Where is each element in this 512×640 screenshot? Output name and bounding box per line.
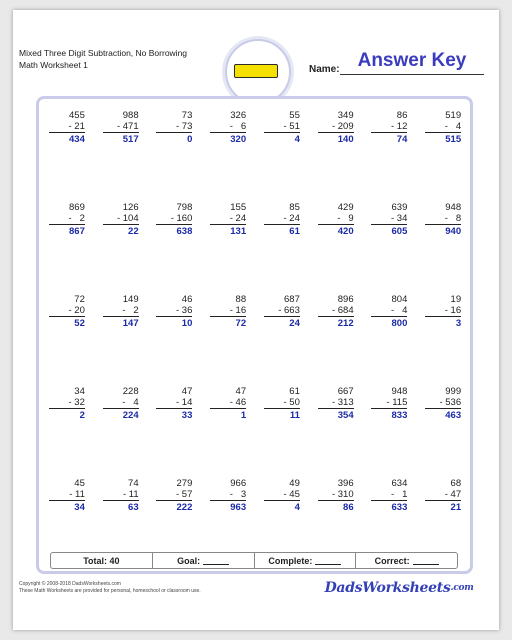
subtrahend: - 1	[371, 489, 407, 501]
answer: 22	[128, 226, 139, 237]
site-logo[interactable]	[324, 576, 474, 600]
complete-label: Complete:	[268, 555, 313, 566]
minuend: 639	[391, 202, 408, 213]
problem	[148, 386, 202, 478]
minuend: 896	[337, 294, 354, 305]
minuend: 999	[445, 386, 462, 397]
minuend: 634	[391, 478, 408, 489]
problem-box	[318, 110, 354, 202]
problem-box	[264, 202, 300, 294]
subtrahend: - 36	[156, 305, 192, 317]
problem	[255, 110, 309, 202]
problem-box	[156, 386, 192, 478]
subtrahend: - 73	[156, 121, 192, 133]
problem-box	[156, 202, 192, 294]
correct-label: Correct:	[374, 555, 410, 566]
problem-box	[425, 202, 461, 294]
minuend: 429	[337, 202, 354, 213]
minuend: 46	[181, 294, 193, 305]
problem-box	[425, 294, 461, 386]
problem-box	[210, 386, 246, 478]
score-footer	[50, 552, 458, 569]
minuend: 155	[230, 202, 247, 213]
problem-box	[156, 110, 192, 202]
minuend: 88	[235, 294, 247, 305]
subtrahend: - 46	[210, 397, 246, 409]
problem	[309, 202, 363, 294]
problem-box	[49, 110, 85, 202]
problem	[416, 294, 470, 386]
problem-box	[318, 294, 354, 386]
problem	[416, 202, 470, 294]
problem	[363, 110, 417, 202]
subtrahend: - 313	[318, 397, 354, 409]
answer: 2	[79, 410, 85, 421]
minuend: 667	[337, 386, 354, 397]
minuend: 326	[230, 110, 247, 121]
subtrahend: - 684	[318, 305, 354, 317]
subtrahend: - 11	[49, 489, 85, 501]
subtrahend: - 57	[156, 489, 192, 501]
answer: 940	[445, 226, 462, 237]
minuend: 396	[337, 478, 354, 489]
problem	[94, 386, 148, 478]
correct-cell	[356, 553, 457, 568]
subtrahend: - 47	[425, 489, 461, 501]
problem-box	[103, 294, 139, 386]
minuend: 86	[396, 110, 408, 121]
answer: 52	[74, 318, 85, 329]
problem	[363, 294, 417, 386]
badge-icon	[234, 64, 278, 78]
goal-label: Goal:	[177, 555, 201, 566]
answer: 515	[445, 134, 462, 145]
problem-box	[49, 202, 85, 294]
problem-box	[49, 386, 85, 478]
answer: 86	[343, 502, 354, 513]
problem-box	[264, 386, 300, 478]
answer: 3	[455, 318, 462, 329]
subtrahend: - 115	[371, 397, 407, 409]
answer: 800	[391, 318, 408, 329]
subtrahend: - 12	[371, 121, 407, 133]
subtrahend: - 14	[156, 397, 192, 409]
problem	[94, 202, 148, 294]
minuend: 948	[391, 386, 408, 397]
problem	[148, 202, 202, 294]
total-cell	[51, 553, 153, 568]
minuend: 68	[450, 478, 462, 489]
answer: 4	[294, 502, 300, 513]
problem	[94, 110, 148, 202]
subtrahend: - 24	[264, 213, 300, 225]
subtrahend: - 3	[210, 489, 246, 501]
minuend: 45	[74, 478, 85, 489]
copyright-line-2: These Math Worksheets are provided for personal, homeschool or classroom use.	[19, 587, 201, 594]
minuend: 687	[284, 294, 300, 305]
answer: 354	[337, 410, 354, 421]
problem-box	[103, 110, 139, 202]
problem	[40, 386, 94, 478]
minuend: 149	[122, 294, 139, 305]
subtrahend: - 536	[425, 397, 461, 409]
minuend: 798	[176, 202, 193, 213]
subtrahend: - 310	[318, 489, 354, 501]
answer: 638	[176, 226, 193, 237]
minuend: 55	[289, 110, 300, 121]
problem	[201, 110, 255, 202]
subtrahend: - 24	[210, 213, 246, 225]
subtrahend: - 8	[425, 213, 461, 225]
subtrahend: - 471	[103, 121, 139, 133]
problem-grid	[40, 110, 470, 570]
problem-box	[103, 386, 139, 478]
minuend: 19	[450, 294, 462, 305]
problem	[255, 294, 309, 386]
answer: 867	[69, 226, 85, 237]
minuend: 85	[289, 202, 300, 213]
answer: 517	[122, 134, 139, 145]
answer: 633	[391, 502, 408, 513]
problem-box	[371, 386, 407, 478]
title-line-2: Math Worksheet 1	[19, 60, 88, 70]
problem-row	[40, 294, 470, 386]
minuend: 349	[337, 110, 354, 121]
name-line	[340, 74, 484, 75]
problem	[40, 294, 94, 386]
subtrahend: - 209	[318, 121, 354, 133]
minuend: 34	[74, 386, 85, 397]
subtrahend: - 32	[49, 397, 85, 409]
minuend: 61	[289, 386, 300, 397]
subtrahend: - 9	[318, 213, 354, 225]
subtrahend: - 34	[371, 213, 407, 225]
title-line-1: Mixed Three Digit Subtraction, No Borrowing	[19, 48, 188, 58]
answer: 0	[187, 134, 193, 145]
answer: 33	[181, 410, 193, 421]
answer: 420	[337, 226, 354, 237]
complete-cell	[255, 553, 357, 568]
problem-box	[49, 294, 85, 386]
answer: 222	[176, 502, 193, 513]
problem	[148, 294, 202, 386]
problem-box	[371, 294, 407, 386]
minuend: 279	[176, 478, 193, 489]
answer: 72	[235, 318, 247, 329]
problem-box	[425, 386, 461, 478]
minuend: 73	[181, 110, 193, 121]
answer: 4	[294, 134, 300, 145]
problem-box	[318, 386, 354, 478]
answer: 74	[396, 134, 408, 145]
minuend: 47	[235, 386, 247, 397]
problem-box	[210, 294, 246, 386]
answer: 833	[391, 410, 408, 421]
answer: 11	[289, 410, 300, 421]
problem	[148, 110, 202, 202]
subtrahend: - 104	[103, 213, 139, 225]
subtrahend: - 11	[103, 489, 139, 501]
problem-box	[210, 110, 246, 202]
answer: 21	[450, 502, 462, 513]
problem-row	[40, 386, 470, 478]
problem	[416, 386, 470, 478]
copyright	[19, 581, 201, 594]
correct-blank	[413, 556, 439, 565]
subtrahend: - 21	[49, 121, 85, 133]
problem	[255, 386, 309, 478]
problem-box	[371, 202, 407, 294]
problem	[40, 110, 94, 202]
copyright-line-1: Copyright © 2008-2018 DadsWorksheets.com	[19, 581, 121, 587]
subtrahend: - 20	[49, 305, 85, 317]
problem-box	[371, 110, 407, 202]
complete-blank	[315, 556, 341, 565]
subtrahend: - 2	[103, 305, 139, 317]
answer: 1	[240, 410, 247, 421]
minuend: 47	[181, 386, 193, 397]
problem-box	[264, 294, 300, 386]
answer: 224	[122, 410, 139, 421]
minuend: 519	[445, 110, 462, 121]
problem	[309, 386, 363, 478]
worksheet-title	[19, 47, 187, 71]
problem-box	[103, 202, 139, 294]
subtrahend: - 45	[264, 489, 300, 501]
name-label: Name:	[309, 64, 340, 75]
subtrahend: - 2	[49, 213, 85, 225]
answer: 605	[391, 226, 408, 237]
subtrahend: - 4	[425, 121, 461, 133]
minuend: 228	[122, 386, 139, 397]
total-label: Total: 40	[83, 555, 120, 566]
subtrahend: - 4	[371, 305, 407, 317]
logo-suffix: .com	[450, 583, 474, 593]
problem	[416, 110, 470, 202]
minuend: 455	[69, 110, 85, 121]
problem	[309, 110, 363, 202]
answer: 61	[289, 226, 300, 237]
problem-box	[210, 202, 246, 294]
problem-box	[264, 110, 300, 202]
answer: 463	[445, 410, 462, 421]
problem-box	[318, 202, 354, 294]
problem	[201, 294, 255, 386]
answer: 24	[289, 318, 300, 329]
answer: 63	[128, 502, 139, 513]
subtrahend: - 4	[103, 397, 139, 409]
answer-key-heading: Answer Key	[357, 50, 467, 71]
problem-row	[40, 110, 470, 202]
problem	[40, 202, 94, 294]
subtrahend: - 16	[210, 305, 246, 317]
subtrahend: - 6	[210, 121, 246, 133]
problem-box	[156, 294, 192, 386]
problem	[201, 386, 255, 478]
answer: 34	[74, 502, 85, 513]
answer: 963	[230, 502, 247, 513]
problem	[309, 294, 363, 386]
logo-text: DadsWorksheets	[324, 580, 451, 596]
answer: 140	[337, 134, 354, 145]
subtrahend: - 160	[156, 213, 192, 225]
subtrahend: - 51	[264, 121, 300, 133]
minuend: 804	[391, 294, 408, 305]
problem	[94, 294, 148, 386]
minuend: 74	[128, 478, 139, 489]
minuend: 988	[122, 110, 139, 121]
answer: 10	[181, 318, 193, 329]
problem	[201, 202, 255, 294]
answer: 147	[122, 318, 139, 329]
answer: 131	[230, 226, 247, 237]
minuend: 948	[445, 202, 462, 213]
goal-blank	[203, 556, 229, 565]
problem	[363, 386, 417, 478]
subtrahend: - 16	[425, 305, 461, 317]
minuend: 869	[69, 202, 85, 213]
minuend: 966	[230, 478, 247, 489]
problem-box	[425, 110, 461, 202]
goal-cell	[153, 553, 255, 568]
problem-row	[40, 202, 470, 294]
answer: 320	[230, 134, 247, 145]
answer: 434	[69, 134, 85, 145]
problem	[255, 202, 309, 294]
problem	[363, 202, 417, 294]
minuend: 49	[289, 478, 300, 489]
minuend: 126	[122, 202, 139, 213]
answer: 212	[337, 318, 354, 329]
minuend: 72	[74, 294, 85, 305]
subtrahend: - 50	[264, 397, 300, 409]
subtrahend: - 663	[264, 305, 300, 317]
